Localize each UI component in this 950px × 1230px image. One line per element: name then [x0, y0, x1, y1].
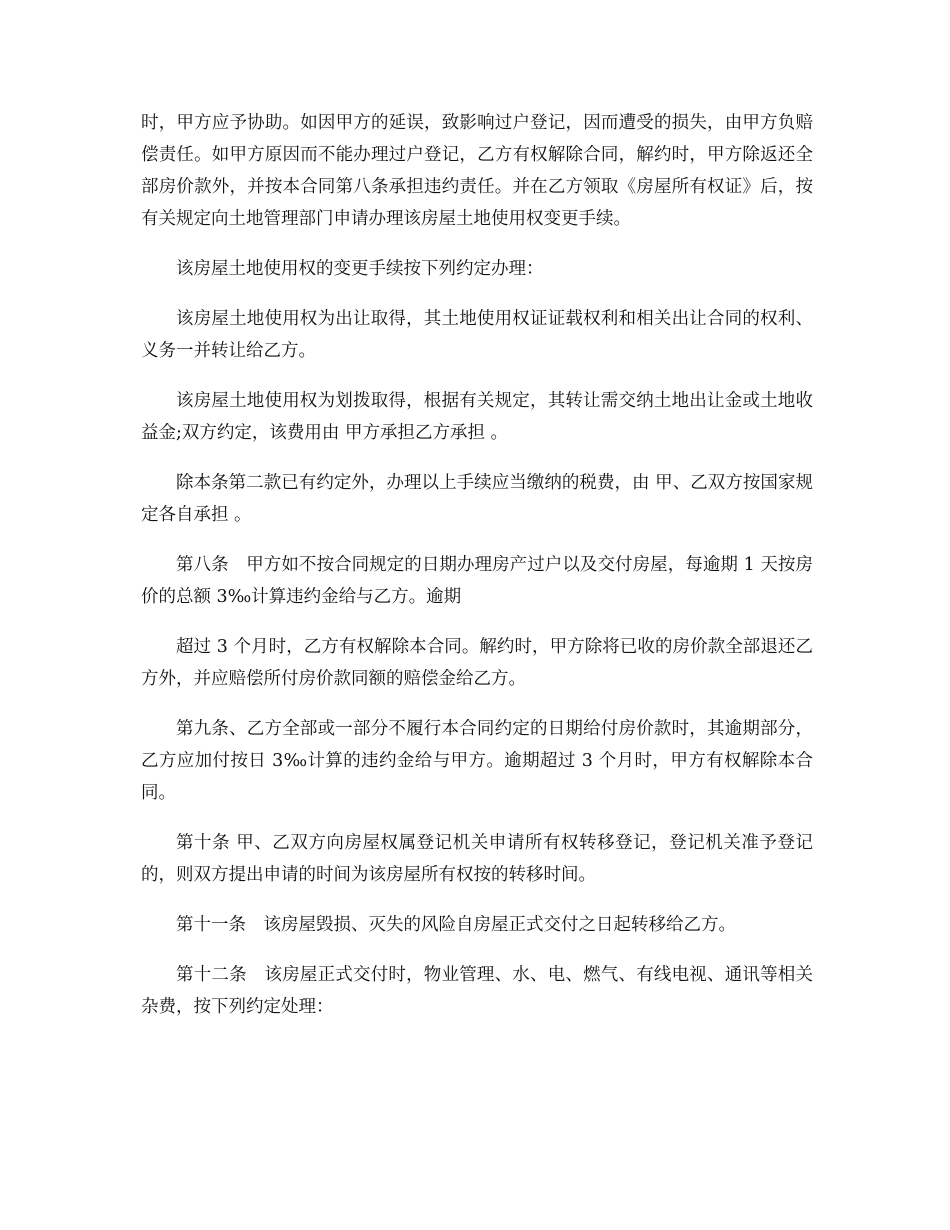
document-body	[141, 107, 813, 1041]
paragraph-land-use-allocated: 该房屋土地使用权为划拨取得，根据有关规定，其转让需交纳土地出让金或土地收益金;双方约定，该费用由 甲方承担乙方承担 。	[141, 391, 813, 443]
paragraph-article-10: 第十条 甲、乙双方向房屋权属登记机关申请所有权转移登记，登记机关准予登记的，则双方提出申请的时间为该房屋所有权按的转移时间。	[141, 833, 813, 885]
paragraph-article-8-continued: 超过 3 个月时，乙方有权解除本合同。解约时，甲方除将已收的房价款全部退还乙方外，并应赔偿所付房价款同额的赔偿金给乙方。	[141, 637, 813, 689]
paragraph-article-12: 第十二条 该房屋正式交付时，物业管理、水、电、燃气、有线电视、通讯等相关杂费，按下列约定处理：	[141, 965, 813, 1017]
paragraph-article-11: 第十一条 该房屋毁损、灭失的风险自房屋正式交付之日起转移给乙方。	[176, 915, 736, 935]
paragraph-transfer-assistance: 时，甲方应予协助。如因甲方的延误，致影响过户登记，因而遭受的损失，由甲方负赔偿责任。如甲方原因而不能办理过户登记，乙方有权解除合同，解约时，甲方除返还全部房价款外，并按本合同第八条承担违约责任。并在乙方领取《房屋所有权证》后，按有关规定向土地管理部门申请办理该房屋土地使用权变更手续。	[141, 113, 813, 229]
paragraph-article-9: 第九条、乙方全部或一部分不履行本合同约定的日期给付房价款时，其逾期部分，乙方应加付按日 3‰计算的违约金给与甲方。逾期超过 3 个月时，甲方有权解除本合同。	[141, 719, 813, 803]
paragraph-land-use-granted: 该房屋土地使用权为出让取得，其土地使用权证证载权利和相关出让合同的权利、义务一并转让给乙方。	[141, 309, 813, 361]
paragraph-land-use-change-intro: 该房屋土地使用权的变更手续按下列约定办理：	[176, 259, 544, 279]
paragraph-article-8: 第八条 甲方如不按合同规定的日期办理房产过户以及交付房屋，每逾期 1 天按房价的总额 3‰计算违约金给与乙方。逾期	[141, 555, 813, 607]
paragraph-taxes-fees: 除本条第二款已有约定外，办理以上手续应当缴纳的税费，由 甲、乙双方按国家规定各自承担 。	[141, 473, 813, 525]
